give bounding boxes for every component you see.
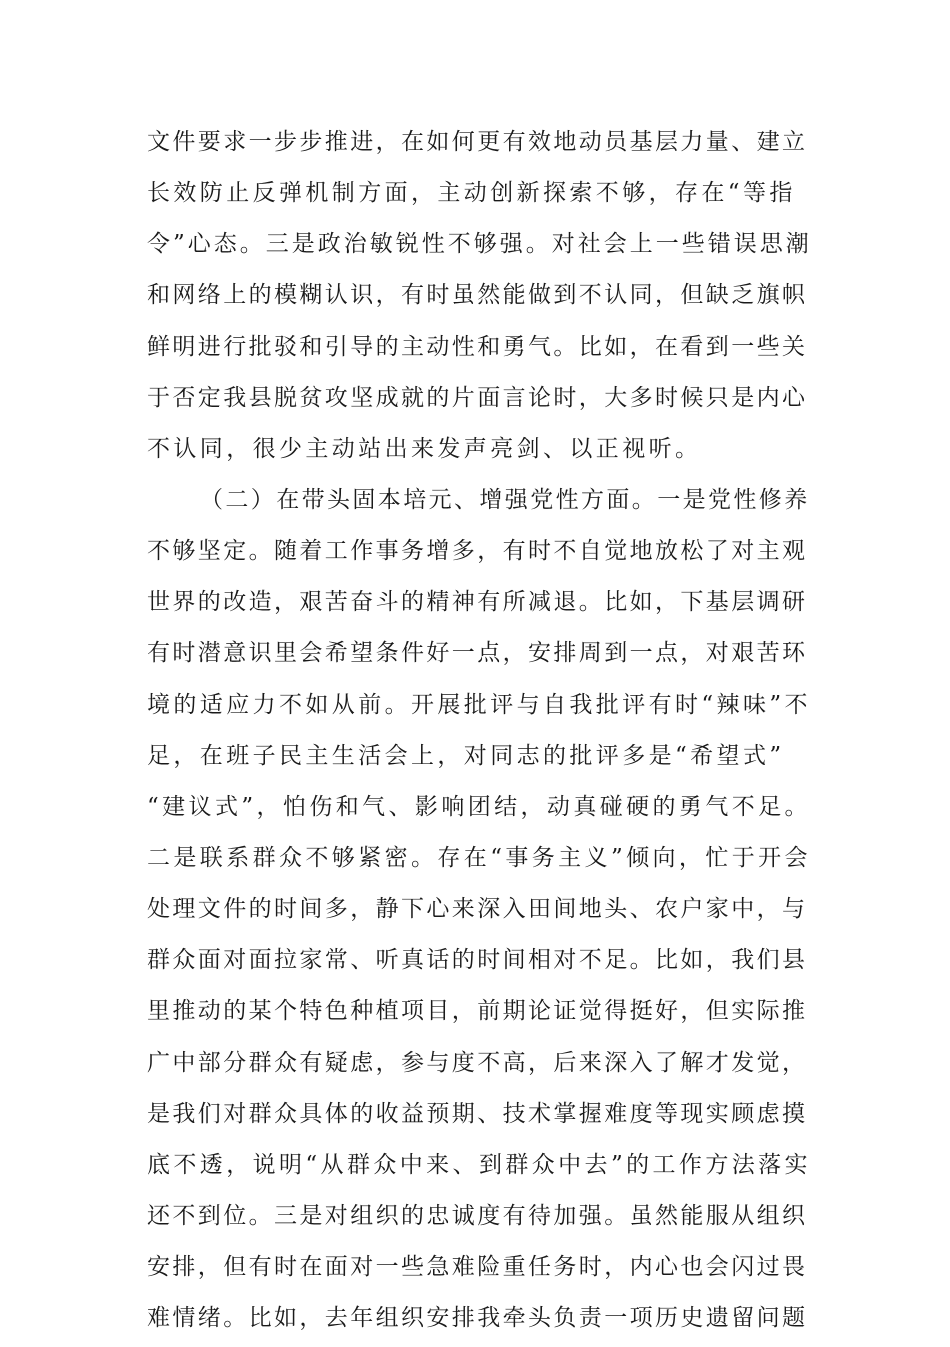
text-line-23: 安排，但有时在面对一些急难险重任务时，内心也会闪过畏	[147, 1254, 808, 1281]
text-line-16: 处理文件的时间多，静下心来深入田间地头、农户家中，与	[147, 896, 808, 923]
text-line-17: 群众面对面拉家常、听真话的时间相对不足。比如，我们县	[147, 947, 808, 974]
text-line-15: 二是联系群众不够紧密。存在“事务主义”倾向，忙于开会	[147, 844, 811, 871]
text-line-11: 有时潜意识里会希望条件好一点，安排周到一点，对艰苦环	[147, 640, 808, 667]
section-heading-line: （二）在带头固本培元、增强党性方面。一是党性修养	[200, 486, 810, 513]
text-line-12: 境的适应力不如从前。开展批评与自我批评有时“辣味”不	[147, 691, 811, 718]
text-line-10: 世界的改造，艰苦奋斗的精神有所减退。比如，下基层调研	[147, 589, 808, 616]
text-line-19: 广中部分群众有疑虑，参与度不高，后来深入了解才发觉，	[147, 1049, 808, 1076]
text-line-7: 不认同，很少主动站出来发声亮剑、以正视听。	[147, 435, 702, 462]
text-line-24: 难情绪。比如，去年组织安排我牵头负责一项历史遗留问题	[147, 1305, 808, 1332]
text-line-14: “建议式”，怕伤和气、影响团结，动真碰硬的勇气不足。	[147, 793, 811, 820]
text-line-21: 底不透，说明“从群众中来、到群众中去”的工作方法落实	[147, 1151, 811, 1178]
text-line-1: 文件要求一步步推进，在如何更有效地动员基层力量、建立	[147, 129, 808, 155]
text-line-18: 里推动的某个特色种植项目，前期论证觉得挺好，但实际推	[147, 998, 808, 1025]
text-line-22: 还不到位。三是对组织的忠诚度有待加强。虽然能服从组织	[147, 1202, 808, 1229]
text-line-4: 和网络上的模糊认识，有时虽然能做到不认同，但缺乏旗帜	[147, 282, 808, 309]
body-text	[147, 120, 811, 1347]
text-line-3: 令”心态。三是政治敏锐性不够强。对社会上一些错误思潮	[147, 231, 812, 258]
text-line-13: 足，在班子民主生活会上，对同志的批评多是“希望式”	[147, 742, 785, 769]
text-line-20: 是我们对群众具体的收益预期、技术掌握难度等现实顾虑摸	[147, 1100, 808, 1127]
text-line-6: 于否定我县脱贫攻坚成就的片面言论时，大多时候只是内心	[147, 384, 808, 411]
text-line-5: 鲜明进行批驳和引导的主动性和勇气。比如，在看到一些关	[147, 333, 808, 360]
text-line-2: 长效防止反弹机制方面，主动创新探索不够，存在“等指	[147, 180, 796, 207]
text-line-9: 不够坚定。随着工作事务增多，有时不自觉地放松了对主观	[147, 538, 808, 565]
